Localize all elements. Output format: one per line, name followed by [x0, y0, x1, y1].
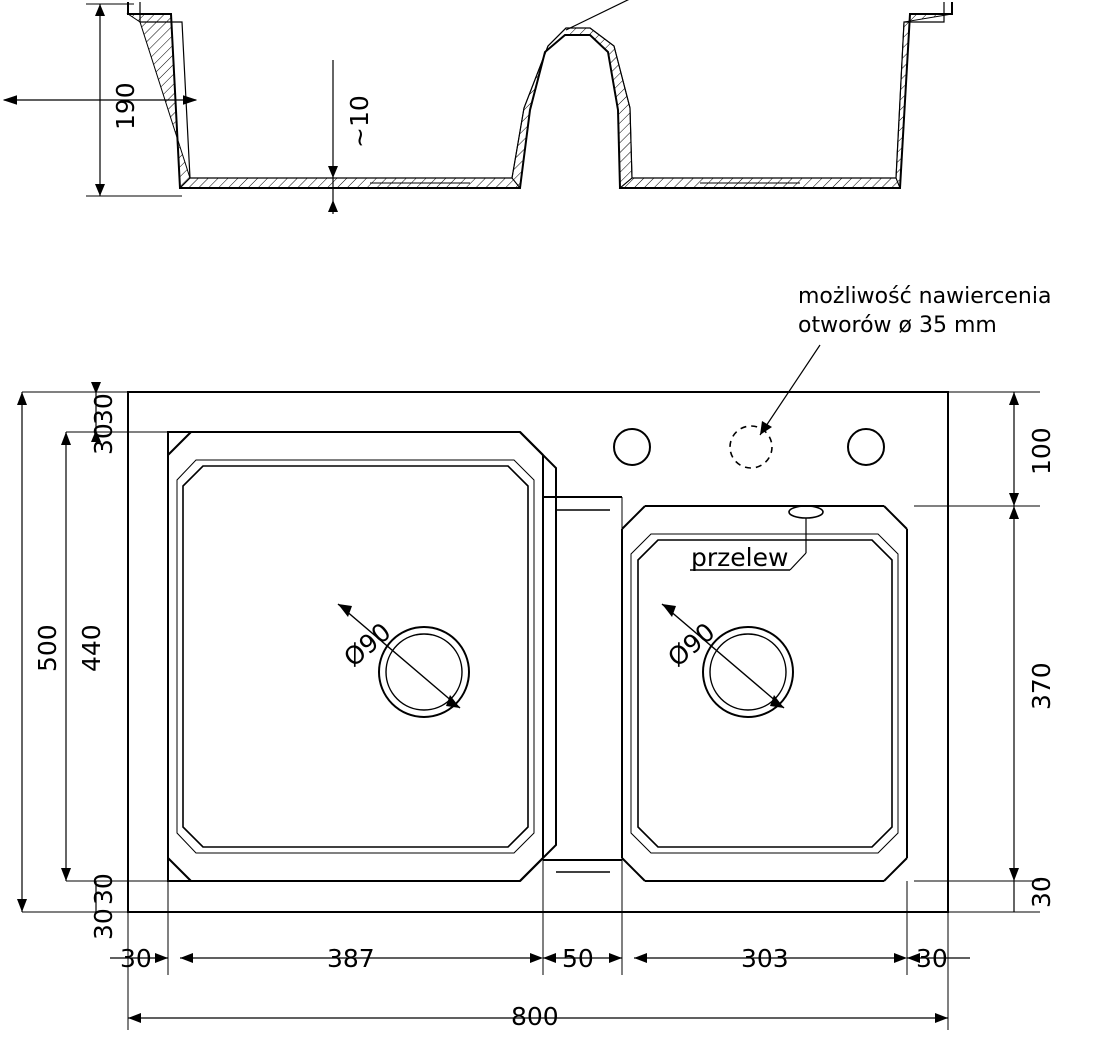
dim-label-440: 440: [77, 624, 106, 672]
dim-label-30-right: 30: [1027, 876, 1056, 908]
dim-label-30-bottom-outer: 30: [89, 908, 118, 940]
dim-label-30-left-bottom: 30: [120, 944, 152, 973]
dim-label-100: 100: [1027, 427, 1056, 475]
dim-label-30-top-inner: 30: [89, 423, 118, 455]
dim-label-30-top-outer: 30: [89, 393, 118, 425]
dim-label-30-right-bottom: 30: [916, 944, 948, 973]
dim-label-387: 387: [327, 944, 375, 973]
dim-label-800: 800: [511, 1002, 559, 1031]
section-view-geometry: [128, 0, 952, 188]
top-view-geometry: [128, 345, 948, 912]
overflow-label: przelew: [691, 543, 789, 572]
dim-label-190: 190: [111, 82, 140, 130]
dim-label-370: 370: [1027, 662, 1056, 710]
dim-label-wall-thickness: ~10: [345, 95, 374, 148]
dim-label-500: 500: [33, 624, 62, 672]
dim-wall-thickness: [328, 60, 338, 214]
dim-label-diameter-right: Ø90: [662, 617, 721, 673]
dim-label-50: 50: [562, 944, 594, 973]
drill-note-line1: możliwość nawiercenia: [798, 284, 1052, 309]
dim-label-30-bottom-inner: 30: [89, 873, 118, 905]
dim-label-diameter-left: Ø90: [338, 617, 397, 673]
dim-label-303: 303: [741, 944, 789, 973]
drill-note-line2: otworów ø 35 mm: [798, 313, 997, 338]
